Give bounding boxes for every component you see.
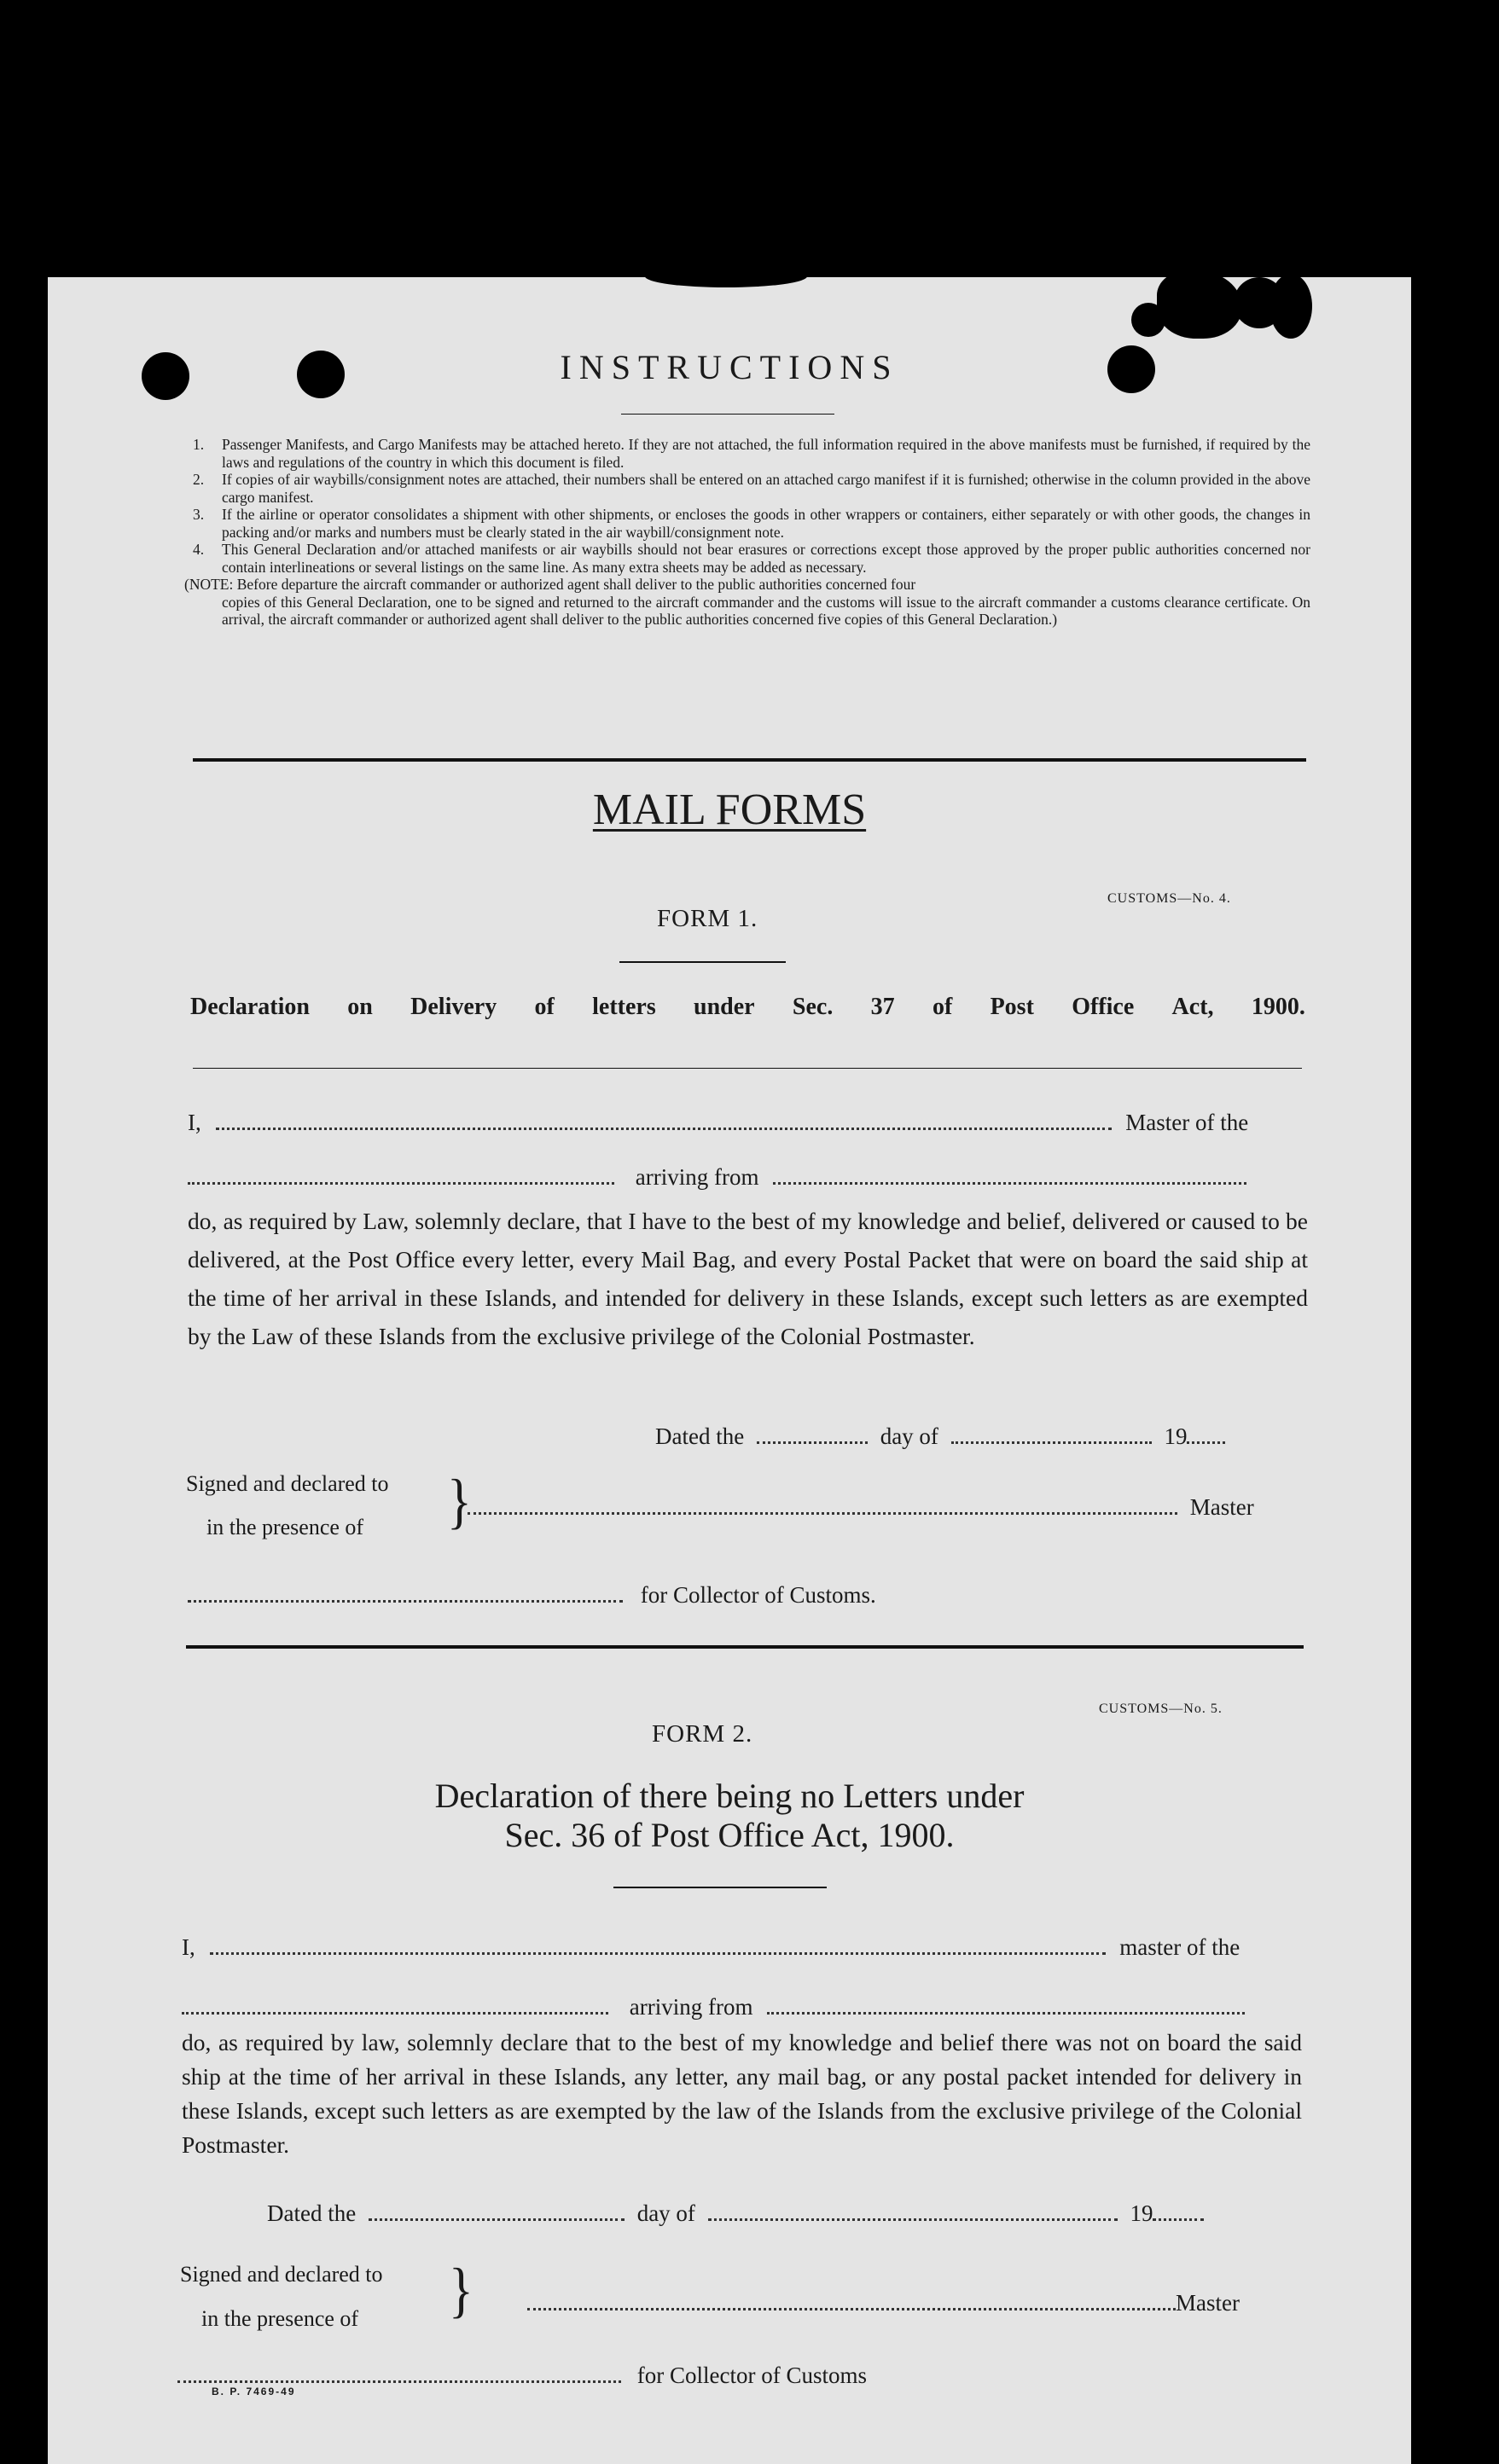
form1-customs-number: CUSTOMS—No. 4.	[1107, 891, 1231, 906]
form2-year-field[interactable]	[1153, 2218, 1204, 2221]
form2-arriving-from: arriving from	[629, 1994, 753, 2020]
form1-dated-line	[655, 1423, 1225, 1450]
instruction-text: If copies of air waybills/consignment notes are attached, their numbers shall be entered on an attached cargo manifest if it is furnished; otherwise in the column provided in the above cargo manifest.	[222, 471, 1310, 506]
form1-declaration-word: Act,	[1171, 994, 1214, 1020]
form1-title-rule	[193, 1068, 1302, 1069]
instruction-item	[184, 506, 1310, 541]
instruction-item	[184, 541, 1310, 576]
form2-day-of: day of	[636, 2200, 695, 2226]
form2-year-prefix: 19	[1130, 2200, 1153, 2226]
document-page	[48, 277, 1411, 2464]
form2-title-underline	[613, 1887, 827, 1888]
instruction-item	[184, 436, 1310, 471]
form2-name-field[interactable]	[210, 1952, 1106, 1955]
form2-master-signature-field[interactable]	[527, 2308, 1176, 2310]
form2-collector-label: for Collector of Customs	[636, 2363, 867, 2388]
form2-brace: }	[449, 2256, 474, 2324]
form1-signed-label-2: in the presence of	[206, 1515, 364, 1539]
form1-label: FORM 1.	[657, 905, 758, 932]
form1-declaration-word: Delivery	[410, 994, 497, 1020]
form1-dated-the: Dated the	[655, 1423, 745, 1449]
form1-line1-prefix: I,	[188, 1110, 201, 1135]
form1-paragraph: do, as required by Law, solemnly declare, that I have to the best of my knowledge and belief, delivered or caused to be delivered, at the Post Office every letter, every Mail Bag, and every Postal Packet that were on board the said ship at the time of her arrival in these Islands, and intended for delivery in these Islands, except such letters as are exempted by the Law of these Islands from the exclusive privilege of the Colonial Postmaster.	[188, 1208, 1308, 1349]
form1-year-field[interactable]	[1187, 1441, 1225, 1444]
form-divider	[186, 1645, 1304, 1649]
form1-master-label: Master	[1189, 1494, 1254, 1520]
form1-arriving-from: arriving from	[635, 1164, 759, 1190]
instruction-text: If the airline or operator consolidates a shipment with other shipments, or encloses the goods in other wrappers or containers, either separately or with other goods, the changes in packing and/or marks and numbers must be clearly stated in the air waybill/consignment note.	[222, 506, 1310, 541]
form1-declaration-word: on	[347, 994, 373, 1020]
tear-edge	[645, 265, 807, 287]
form1-date-field[interactable]	[757, 1441, 868, 1444]
form1-day-of: day of	[880, 1423, 938, 1449]
ink-blot	[1157, 270, 1242, 339]
form2-date-field[interactable]	[369, 2218, 625, 2221]
section-divider	[193, 758, 1306, 762]
form1-line-1	[188, 1110, 1309, 1136]
form2-collector-signature-field[interactable]	[177, 2380, 621, 2383]
instruction-number: 3.	[193, 506, 205, 523]
form2-dated-the: Dated the	[267, 2200, 357, 2226]
form1-declaration-word: Declaration	[190, 994, 310, 1020]
form2-signed-label-1: Signed and declared to	[180, 2262, 383, 2287]
form1-declaration-word: letters	[592, 994, 656, 1020]
form1-declaration-title	[190, 994, 1305, 1021]
form2-label: FORM 2.	[652, 1720, 753, 1748]
form1-line-2	[188, 1164, 1309, 1191]
form2-dated-line	[267, 2200, 1204, 2227]
form1-signed-label-1: Signed and declared to	[186, 1471, 389, 1496]
instructions-list	[184, 436, 1310, 629]
form2-title	[48, 1777, 1411, 1855]
form2-paragraph: do, as required by law, solemnly declare that to the best of my knowledge and belief there was not on board the said ship at the time of her arrival in these Islands, any letter, any mail bag, or any postal packet intended for delivery in these Islands, except such letters as are exempted by the law of the Islands from the exclusive privilege of the Colonial Postmaster.	[182, 2029, 1302, 2158]
instruction-text: This General Declaration and/or attached manifests or air waybills should not bear erasures or corrections except those approved by the proper public authorities concerned nor contain interlineations or several listings on the same line. As many extra sheets may be added as necessary.	[222, 541, 1310, 576]
form1-declaration-word: Office	[1072, 994, 1135, 1020]
instruction-number: 1.	[193, 436, 205, 453]
form1-collector-line	[188, 1582, 876, 1609]
form2-title-line-2: Sec. 36 of Post Office Act, 1900.	[504, 1816, 955, 1854]
mail-forms-title-text: MAIL FORMS	[592, 786, 867, 834]
form2-port-field[interactable]	[767, 2012, 1245, 2015]
form1-declaration-word: of	[932, 994, 953, 1020]
form2-line1-suffix: master of the	[1119, 1934, 1240, 1960]
instruction-item	[184, 471, 1310, 506]
form1-brace: }	[447, 1467, 472, 1535]
form1-declaration-words	[190, 994, 1305, 1021]
ink-blot	[1270, 274, 1312, 339]
instructions-title: INSTRUCTIONS	[560, 348, 899, 386]
form1-declaration-word: 1900.	[1251, 994, 1305, 1020]
form2-customs-number: CUSTOMS—No. 5.	[1099, 1702, 1223, 1716]
form2-line-2	[182, 1994, 1303, 2020]
form1-master-signature-field[interactable]	[468, 1512, 1177, 1515]
form1-label-underline	[619, 961, 786, 963]
instruction-note-body: copies of this General Declaration, one to be signed and returned to the aircraft commander and the customs will issue to the aircraft commander a customs clearance certificate. On arrival, the aircraft commander or authorized agent shall deliver to the public authorities concerned five copies of this General Declaration.)	[222, 593, 1310, 628]
form1-declaration-word: 37	[870, 994, 895, 1020]
form1-master-line	[468, 1494, 1254, 1521]
form2-month-field[interactable]	[708, 2218, 1118, 2221]
instruction-text: Passenger Manifests, and Cargo Manifests may be attached hereto. If they are not attached, the full information required in the above manifests must be furnished, if required by the laws and regulations of the country in which this document is filed.	[222, 436, 1310, 471]
instruction-number: 2.	[193, 471, 205, 488]
form1-declaration-word: Sec.	[792, 994, 834, 1020]
form1-year-prefix: 19	[1164, 1423, 1188, 1449]
ink-blot	[1131, 303, 1165, 337]
form2-signed-label-2: in the presence of	[201, 2306, 359, 2331]
footer-print-code: B. P. 7469-49	[212, 2386, 296, 2397]
mail-forms-title	[48, 785, 1411, 835]
form2-ship-field[interactable]	[182, 2012, 608, 2015]
instructions-title-underline	[621, 414, 834, 415]
form2-master-label: Master	[1176, 2290, 1240, 2316]
form1-collector-signature-field[interactable]	[188, 1600, 623, 1603]
form1-declaration-word: under	[694, 994, 755, 1020]
form1-line1-suffix: Master of the	[1125, 1110, 1249, 1135]
form1-name-field[interactable]	[216, 1128, 1112, 1130]
form1-ship-field[interactable]	[188, 1182, 614, 1185]
form2-title-line-1: Declaration of there being no Letters under	[434, 1777, 1025, 1815]
instruction-number: 4.	[193, 541, 205, 558]
form1-collector-label: for Collector of Customs.	[640, 1582, 876, 1608]
form2-line1-prefix: I,	[182, 1934, 195, 1960]
form1-port-field[interactable]	[773, 1182, 1246, 1185]
form2-line-1	[182, 1934, 1303, 1961]
form1-declaration-word: of	[534, 994, 555, 1020]
form1-month-field[interactable]	[951, 1441, 1152, 1444]
form1-declaration-word: Post	[990, 994, 1034, 1020]
instruction-note-lead: (NOTE: Before departure the aircraft commander or authorized agent shall deliver to the public authorities concerned four	[184, 576, 916, 593]
form2-master-line	[527, 2290, 1240, 2316]
